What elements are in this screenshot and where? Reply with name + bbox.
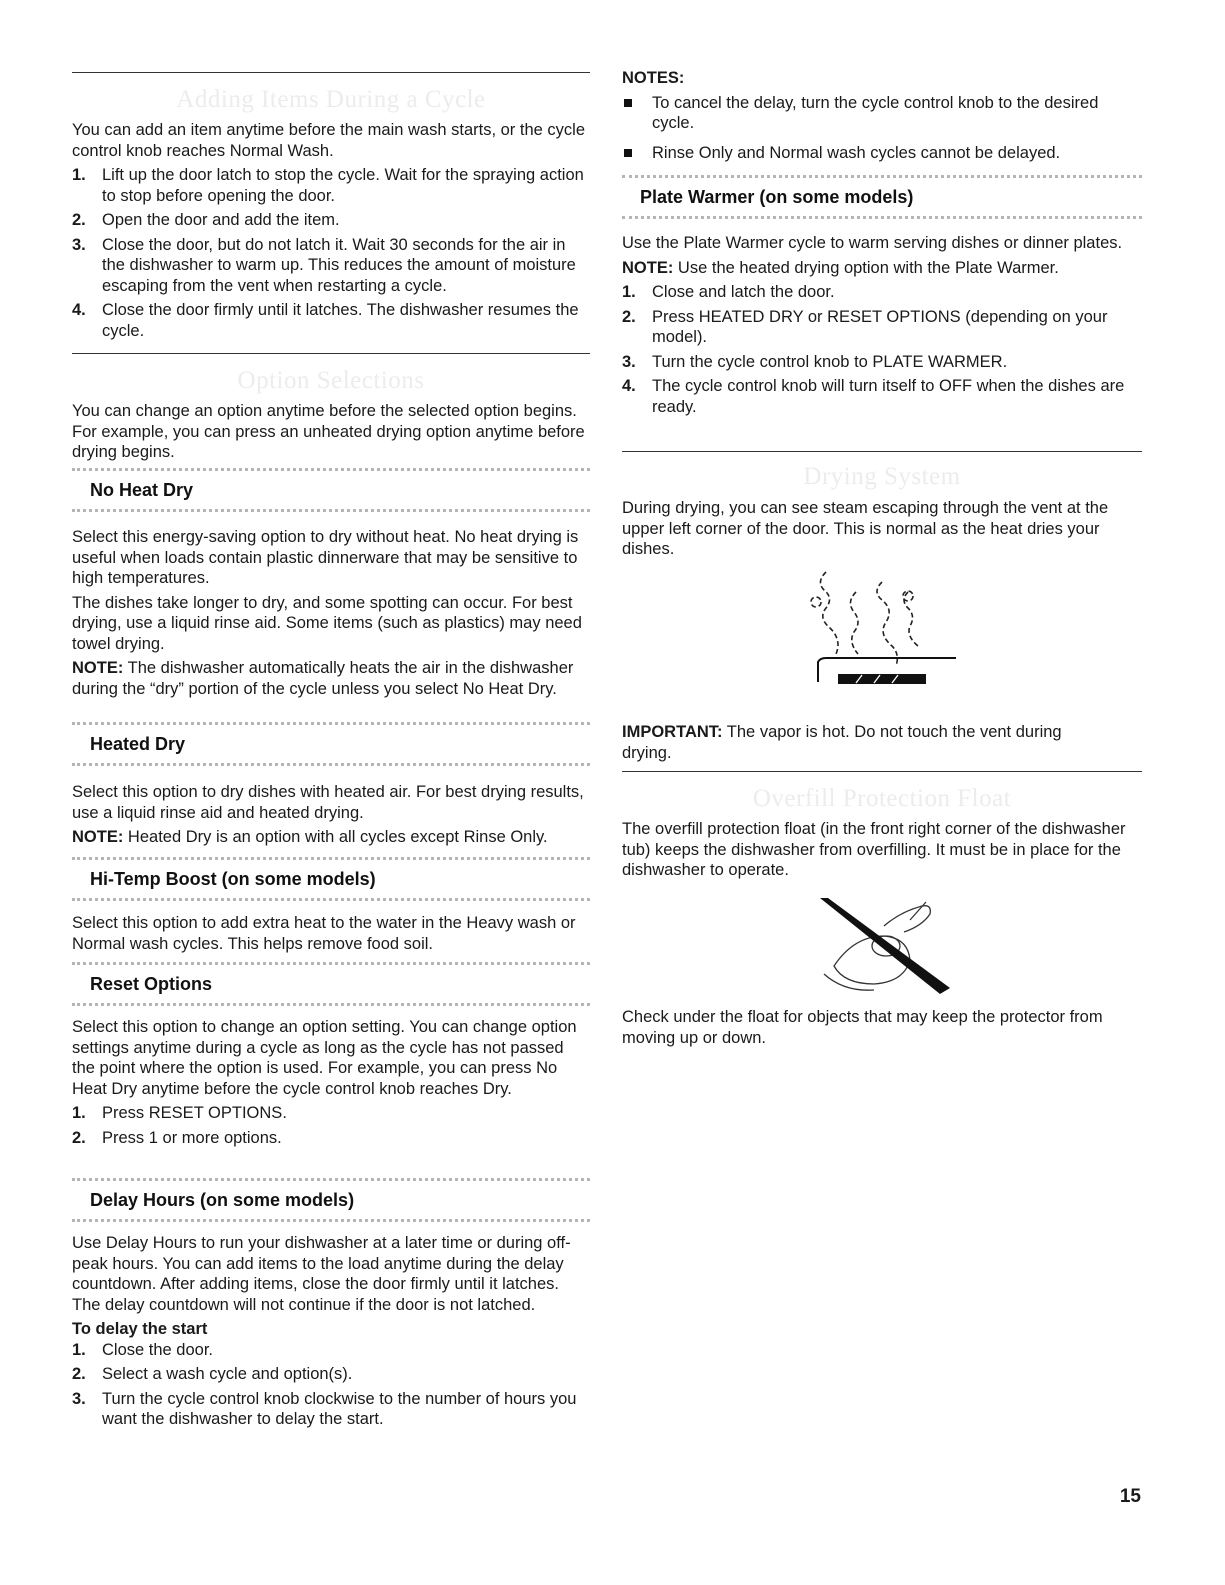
section-rule (72, 353, 590, 354)
bullet-icon (624, 149, 632, 157)
heated-dry-section (72, 782, 590, 848)
hi-temp-boost-bar (72, 857, 590, 901)
drying-system-p1: During drying, you can see steam escaping through the vent at the upper left corner of the door. This is normal as the heat dries your dishes. (622, 499, 1109, 558)
steam-vent-illustration (796, 562, 956, 692)
adding-items-section (72, 120, 590, 341)
notes-label: NOTES: (622, 69, 685, 87)
adding-items-heading: Adding Items During a Cycle (176, 86, 486, 113)
delay-hours-bar (72, 1178, 590, 1222)
no-heat-dry-p2: The dishes take longer to dry, and some spotting can occur. For best drying, use a liquid rinse aid. Some items (such as plastics) may need towel drying. (72, 593, 582, 653)
heated-dry-p1: Select this option to dry dishes with heated air. For best drying results, use a liquid rinse aid and heated drying. (72, 783, 584, 822)
list-item: 2. Open the door and add the item. (72, 211, 340, 229)
overfill-section (622, 819, 1142, 881)
no-heat-dry-bar (72, 468, 590, 512)
list-item: 3. Turn the cycle control knob clockwise to the number of hours you want the dishwasher to delay the start. (72, 1389, 577, 1428)
overfill-float-illustration (814, 896, 954, 996)
list-item: 1. Lift up the door latch to stop the cycle. Wait for the spraying action to stop before opening the door. (72, 166, 584, 205)
adding-intro: You can add an item anytime before the main wash starts, or the cycle control knob reaches Normal Wash. (72, 121, 585, 160)
list-item: Rinse Only and Normal wash cycles cannot be delayed. (622, 143, 1142, 164)
no-heat-dry-title: No Heat Dry (90, 480, 194, 500)
no-heat-dry-section (72, 527, 590, 699)
list-item: 1. Close and latch the door. (622, 283, 835, 301)
drying-system-heading: Drying System (803, 463, 961, 490)
overfill-p1: The overfill protection float (in the front right corner of the dishwasher tub) keeps the dishwasher from overfilling. It must be in place for the dishwasher to operate. (622, 820, 1126, 879)
no-heat-dry-note: NOTE: The dishwasher automatically heats the air in the dishwasher during the “dry” portion of the cycle unless you select No Heat Dry. (72, 659, 574, 698)
plate-warmer-title: Plate Warmer (on some models) (640, 187, 914, 207)
list-item: 2. Select a wash cycle and option(s). (72, 1365, 353, 1383)
plate-warmer-section (622, 233, 1142, 417)
plate-warmer-bar (622, 175, 1142, 219)
overfill-p2: Check under the float for objects that may keep the protector from moving up or down. (622, 1008, 1103, 1047)
important-note: IMPORTANT: The vapor is hot. Do not touch the vent during drying. (622, 723, 1062, 762)
heated-dry-note: NOTE: Heated Dry is an option with all cycles except Rinse Only. (72, 828, 548, 846)
list-item: 4. Close the door firmly until it latches. The dishwasher resumes the cycle. (72, 301, 579, 340)
no-heat-dry-p1: Select this energy-saving option to dry without heat. No heat drying is useful when loads contain plastic dinnerware that may be sensitive to high temperatures. (72, 528, 579, 587)
heated-dry-bar (72, 722, 590, 766)
reset-options-p1: Select this option to change an option setting. You can change option settings anytime during a cycle as long as the cycle has not passed the point where the option is used. For example, you can press No Heat Dry anytime before the cycle control knob reaches Dry. (72, 1018, 577, 1098)
notes-section (622, 68, 1142, 163)
list-item: 2. Press HEATED DRY or RESET OPTIONS (depending on your model). (622, 307, 1108, 346)
delay-subheading: To delay the start (72, 1320, 208, 1338)
list-item: 3. Close the door, but do not latch it. Wait 30 seconds for the air in the dishwasher to warm up. This reduces the amount of moisture escaping from the vent when restarting a cycle. (72, 235, 576, 295)
option-selections-intro: You can change an option anytime before the selected option begins. For example, you can press an unheated drying option anytime before drying begins. (72, 402, 585, 461)
list-item: To cancel the delay, turn the cycle control knob to the desired cycle. (622, 93, 1142, 134)
overfill-check (622, 1007, 1142, 1048)
delay-hours-section (72, 1233, 590, 1430)
hi-temp-boost-title: Hi-Temp Boost (on some models) (90, 869, 376, 889)
hi-temp-boost-section (72, 913, 590, 954)
list-item: 2. Press 1 or more options. (72, 1128, 282, 1147)
list-item: 4. The cycle control knob will turn itself to OFF when the dishes are ready. (622, 377, 1125, 416)
heated-dry-title: Heated Dry (90, 734, 186, 754)
list-item: 3. Turn the cycle control knob to PLATE WARMER. (622, 352, 1008, 371)
list-item: 1. Close the door. (72, 1340, 213, 1359)
page-number: 15 (1119, 1486, 1141, 1507)
bullet-icon (624, 99, 632, 107)
overfill-heading: Overfill Protection Float (752, 785, 1012, 812)
plate-warmer-note: NOTE: Use the heated drying option with the Plate Warmer. (622, 258, 1059, 277)
section-rule (622, 771, 1142, 772)
delay-hours-p1: Use Delay Hours to run your dishwasher at a later time or during off-peak hours. You can add items to the load anytime during the delay countdown. After adding items, close the door firmly until it latches. The delay countdown will not continue if the door is not latched. (72, 1234, 571, 1314)
plate-warmer-p1: Use the Plate Warmer cycle to warm serving dishes or dinner plates. (622, 234, 1123, 252)
section-rule (72, 72, 590, 73)
reset-options-bar (72, 962, 590, 1006)
hi-temp-boost-p1: Select this option to add extra heat to the water in the Heavy wash or Normal wash cycles. This helps remove food soil. (72, 914, 576, 953)
list-item: 1. Press RESET OPTIONS. (72, 1104, 287, 1122)
delay-hours-title: Delay Hours (on some models) (90, 1190, 355, 1210)
drying-system-section (622, 498, 1142, 560)
section-rule (622, 451, 1142, 452)
option-selections-heading: Option Selections (237, 367, 425, 394)
reset-options-title: Reset Options (90, 974, 213, 994)
reset-options-section (72, 1017, 590, 1148)
